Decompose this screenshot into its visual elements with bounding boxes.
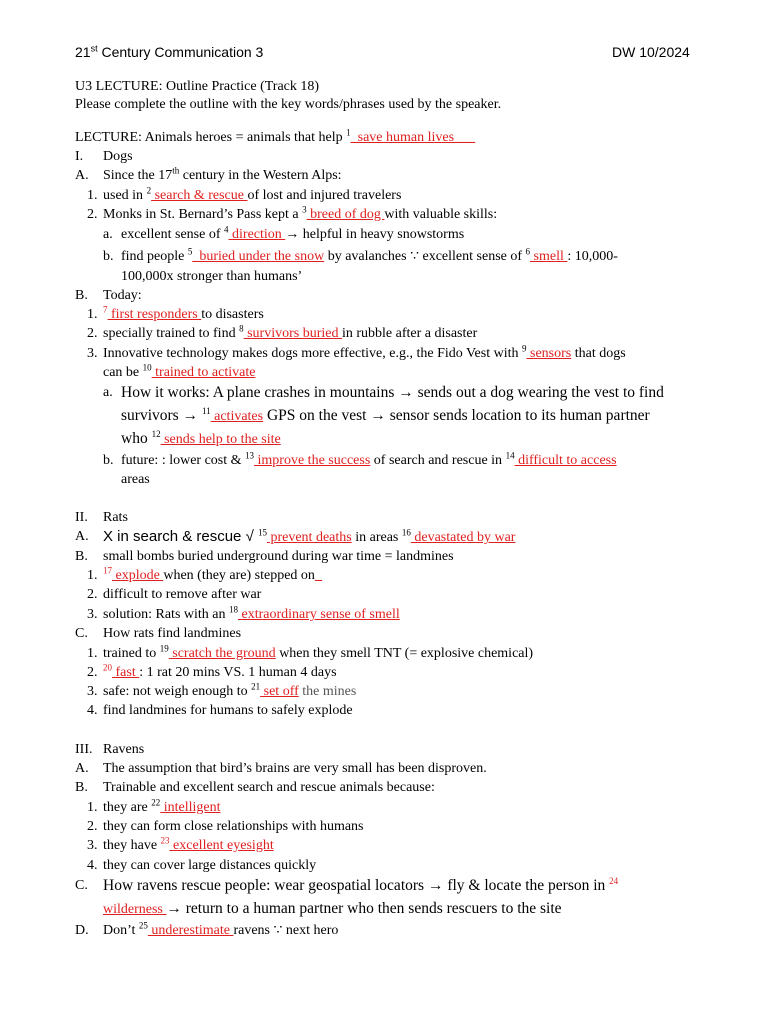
s1-a2-ans: breed of dog	[306, 207, 385, 222]
s2-a-n: 15	[257, 527, 267, 538]
outline-text	[103, 306, 264, 323]
s1-mark: I.	[75, 149, 84, 164]
doc-date: DW 10/2024	[612, 44, 690, 60]
s1-a2b-mark: b.	[103, 249, 114, 264]
header-course_main: 21	[75, 44, 91, 60]
s3-b-text: Trainable and excellent search and rescue animals because:	[103, 780, 435, 795]
s3-b2-text: they can form close relationships with humans	[103, 819, 364, 834]
s1-b3-ans: sensors	[526, 346, 572, 361]
s2-b3-pre: solution: Rats with an	[103, 607, 229, 622]
s1-a1-n: 2	[146, 185, 152, 196]
outline-text	[103, 683, 356, 700]
s2-mark: II.	[75, 510, 88, 525]
s3-a-mark: A.	[75, 761, 89, 776]
s3-b-mark: B.	[75, 780, 88, 795]
s1-a2-post: with valuable skills:	[384, 207, 498, 222]
s2-b1-n: 17	[103, 565, 112, 576]
s2-a-ans: prevent deaths	[266, 530, 352, 545]
s1-a2b-ans: _buried under the snow	[192, 249, 325, 264]
s1-b3a-n: 11	[201, 405, 211, 416]
s2-c-mark: C.	[75, 626, 88, 641]
s3-c-line1: How ravens rescue people: wear geospatial locators → fly & locate the person in	[103, 877, 610, 894]
title: U3 LECTURE: Outline Practice (Track 18)	[75, 79, 320, 94]
s2-c1-post: when they smell TNT (= explosive chemical)	[275, 646, 534, 661]
s1-b3-mark: 3.	[87, 346, 98, 361]
s3-b4-text: they can cover large distances quickly	[103, 858, 317, 873]
s3-mark: III.	[75, 742, 93, 757]
s2-c1-n: 19	[159, 643, 169, 654]
s1-b3a-l2_pre: survivors →	[121, 407, 202, 424]
s1-b3a-n2: 12	[151, 428, 161, 439]
s1-a-text: Since the 17	[103, 168, 173, 183]
s1-b3-n2: 10	[142, 362, 152, 373]
s2-b2-text: difficult to remove after war	[103, 587, 262, 602]
s2-b-mark: B.	[75, 549, 88, 564]
s1-a1-post: of lost and injured travelers	[247, 188, 402, 203]
s1-a2b-post: : 10,000-	[567, 249, 618, 264]
s1-b2-ans: survivors buried	[243, 326, 342, 341]
s1-b3b-mark: b.	[103, 453, 114, 468]
s3-b1-n: 22	[151, 797, 161, 808]
s2-a-n2: 16	[401, 527, 411, 538]
s2-b3-n: 18	[229, 604, 238, 615]
s1-b2-mark: 2.	[87, 326, 98, 341]
s3-d-mark: D.	[75, 923, 89, 938]
lecture-n1: 1	[346, 127, 351, 138]
s2-b1-mark: 1.	[87, 568, 98, 583]
s3-b3-pre: they have	[103, 838, 161, 853]
s3-d-ans: underestimate	[147, 923, 234, 938]
s2-b-text: small bombs buried underground during war time = landmines	[103, 549, 454, 564]
s1-b3b-n2: 14	[505, 450, 515, 461]
s2-heading: Rats	[103, 510, 128, 525]
s1-a2-mark: 2.	[87, 207, 98, 222]
s2-c2-mark: 2.	[87, 665, 98, 680]
s2-a-mid: in areas	[351, 530, 402, 545]
header-course_rest: Century Communication 3	[97, 44, 264, 60]
s1-b2-pre: specially trained to find	[103, 326, 240, 341]
s1-a-text2: century in the Western Alps:	[179, 168, 342, 183]
outline-text	[103, 876, 618, 895]
s1-b3a-ans: activates	[210, 409, 264, 424]
outline-text	[103, 345, 626, 362]
s3-c-post: → return to a human partner who then sends rescuers to the site	[166, 900, 562, 917]
s3-c-n: 24	[609, 875, 619, 886]
s2-c3-post: the mines	[298, 684, 357, 699]
s1-a1-mark: 1.	[87, 188, 98, 203]
s3-c-mark: C.	[75, 878, 88, 893]
s3-b4-mark: 4.	[87, 858, 98, 873]
outline-text	[103, 325, 477, 342]
s1-b3b-n: 13	[245, 450, 255, 461]
s1-a2b-n: 5	[187, 246, 193, 257]
s1-a2a-n: 4	[224, 224, 229, 235]
s1-b3-post: that dogs	[571, 346, 626, 361]
s2-c2-ans: fast	[112, 665, 140, 680]
s1-b1-ans: first responders	[107, 307, 202, 322]
s2-b2-mark: 2.	[87, 587, 98, 602]
outline-text	[103, 922, 338, 939]
s1-b3a-l2_post: GPS on the vest → sensor sends location to its human partner	[263, 407, 650, 424]
s1-b3b-line2: areas	[121, 472, 150, 487]
outline-text	[121, 406, 650, 426]
s3-b1-ans: intelligent	[160, 800, 221, 815]
s2-c2-post: : 1 rat 20 mins VS. 1 human 4 days	[139, 665, 337, 680]
outline-text	[75, 129, 475, 146]
s1-a2b-mid: by avalanches ∵ excellent sense of	[324, 249, 526, 264]
s2-b1-ans: explode	[112, 568, 164, 583]
outline-text	[103, 606, 400, 623]
s2-c-text: How rats find landmines	[103, 626, 242, 641]
outline-text	[103, 206, 497, 223]
s1-b2-post: in rubble after a disaster	[341, 326, 478, 341]
s3-b1-pre: they are	[103, 800, 152, 815]
s1-a2b-pre: find people	[121, 249, 188, 264]
s2-a-pre: X in search & rescue √	[103, 528, 258, 545]
header-course_sup: st	[90, 43, 98, 54]
s2-b3-mark: 3.	[87, 607, 98, 622]
s1-b3a-line1: How it works: A plane crashes in mountains → sends out a dog wearing the vest to find	[121, 384, 664, 401]
s3-b2-mark: 2.	[87, 819, 98, 834]
s1-b3-pre: Innovative technology makes dogs more effective, e.g., the Fido Vest with	[103, 346, 523, 361]
outline-text	[103, 899, 562, 919]
s2-c3-n: 21	[251, 681, 261, 692]
s3-c-ans: wilderness	[103, 902, 167, 917]
s1-a2a-post: → helpful in heavy snowstorms	[285, 227, 465, 242]
s1-b3b-mid: of search and rescue in	[370, 453, 506, 468]
s2-c1-pre: trained to	[103, 646, 160, 661]
s1-b3-n: 9	[522, 343, 527, 354]
s3-b3-mark: 3.	[87, 838, 98, 853]
s1-a2b-line2: 100,000x stronger than humans’	[121, 269, 303, 284]
s1-a2b-ans2: smell	[530, 249, 568, 264]
outline-text	[121, 429, 281, 449]
s3-a-text: The assumption that bird’s brains are very small has been disproven.	[103, 761, 487, 776]
s1-a2a-ans: direction	[228, 227, 286, 242]
s1-a2a-pre: excellent sense of	[121, 227, 225, 242]
s1-b3a-ans2: sends help to the site	[160, 432, 281, 447]
s1-a-sup: th	[172, 165, 180, 176]
outline-text	[103, 187, 401, 204]
s3-d-pre: Don’t	[103, 923, 139, 938]
s3-b3-ans: excellent eyesight	[169, 838, 274, 853]
instructions: Please complete the outline with the key words/phrases used by the speaker.	[75, 97, 502, 112]
s1-b1-post: to disasters	[201, 307, 264, 322]
outline-text	[103, 567, 322, 584]
s1-a2-n: 3	[302, 204, 307, 215]
s1-a1-pre: used in	[103, 188, 147, 203]
outline-text	[103, 167, 342, 184]
s1-heading: Dogs	[103, 149, 133, 164]
outline-text	[121, 226, 464, 243]
s1-b-mark: B.	[75, 288, 88, 303]
s1-b3a-mark: a.	[103, 385, 113, 400]
s1-a1-ans: search & rescue	[151, 188, 248, 203]
outline-text	[103, 799, 220, 816]
s3-heading: Ravens	[103, 742, 145, 757]
course-title	[75, 44, 263, 60]
s1-b3b-ans: improve the success	[254, 453, 371, 468]
s2-b1-tail: _	[314, 568, 322, 583]
s2-c3-ans: set off	[260, 684, 299, 699]
s2-a-mark: A.	[75, 529, 89, 544]
s3-d-n: 25	[138, 920, 148, 931]
s1-b1-mark: 1.	[87, 307, 98, 322]
outline-text	[103, 528, 515, 546]
s1-b3b-ans2: difficult to access	[514, 453, 617, 468]
s1-a-mark: A.	[75, 168, 89, 183]
outline-text	[121, 248, 618, 265]
outline-text	[103, 837, 274, 854]
s3-b3-n: 23	[160, 835, 170, 846]
s1-a2-pre: Monks in St. Bernard’s Pass kept a	[103, 207, 303, 222]
outline-text	[103, 364, 255, 381]
s1-a2b-n2: 6	[525, 246, 531, 257]
s1-b3-line2_pre: can be	[103, 365, 143, 380]
answer-1: _save human lives___	[350, 130, 476, 145]
s1-b3a-l3_pre: who	[121, 430, 152, 447]
s1-a2a-mark: a.	[103, 227, 113, 242]
s1-b1-n: 7	[103, 304, 108, 315]
s2-c1-ans: scratch the ground	[168, 646, 276, 661]
s1-b-text: Today:	[103, 288, 142, 303]
s2-b1-post: when (they are) stepped on	[163, 568, 315, 583]
s2-c4-text: find landmines for humans to safely explode	[103, 703, 353, 718]
s2-c2-n: 20	[103, 662, 112, 673]
s2-c3-mark: 3.	[87, 684, 98, 699]
s2-c4-mark: 4.	[87, 703, 98, 718]
s3-d-post: ravens ∵ next hero	[233, 923, 339, 938]
s3-b1-mark: 1.	[87, 800, 98, 815]
s1-b3b-pre: future: : lower cost &	[121, 453, 246, 468]
outline-text	[103, 664, 337, 681]
s2-c1-mark: 1.	[87, 646, 98, 661]
s2-c3-pre: safe: not weigh enough to	[103, 684, 252, 699]
lecture-label: LECTURE: Animals heroes = animals that help	[75, 130, 347, 145]
s1-b3-ans2: trained to activate	[151, 365, 256, 380]
outline-text	[103, 645, 533, 662]
outline-text	[103, 857, 316, 874]
s2-a-ans2: devastated by war	[410, 530, 516, 545]
s2-b3-ans: extraordinary sense of smell	[238, 607, 400, 622]
outline-text	[121, 452, 617, 469]
s1-b2-n: 8	[239, 323, 244, 334]
